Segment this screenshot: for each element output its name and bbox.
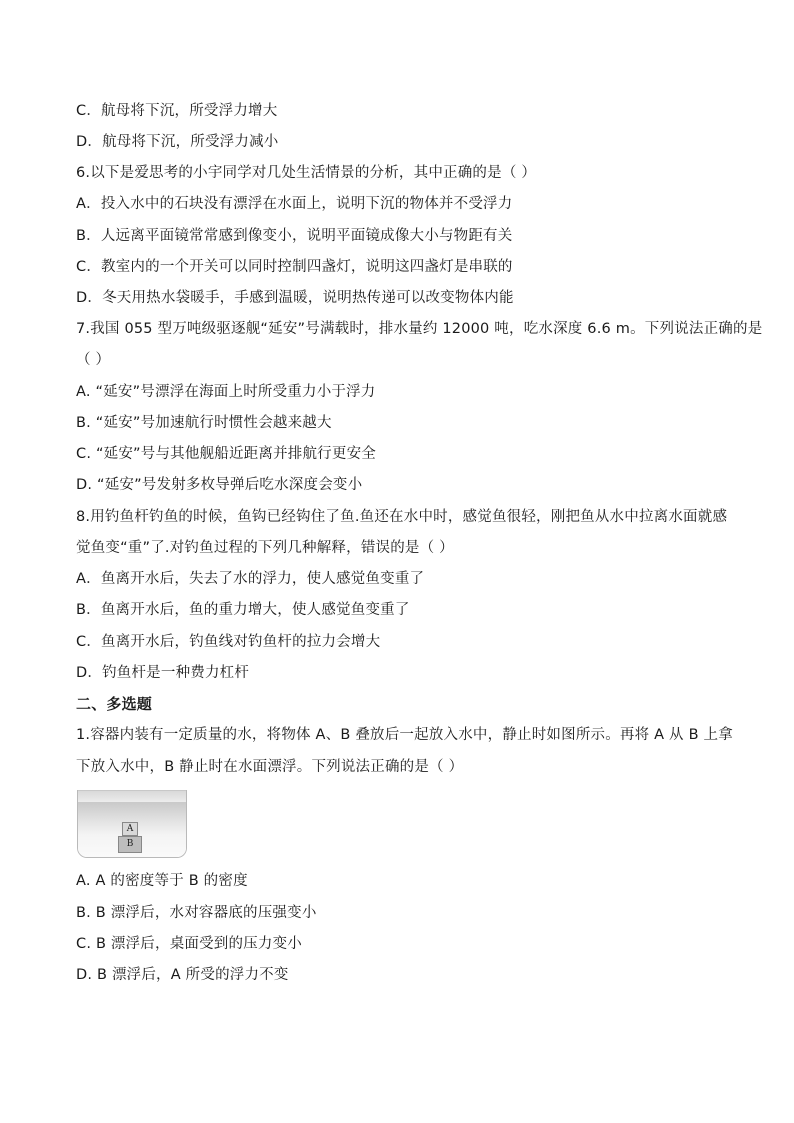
q7-option-b: B. “延安”号加速航行时惯性会越来越大 <box>76 415 332 431</box>
m1-option-a: A. A 的密度等于 B 的密度 <box>76 873 248 889</box>
q7-stem-line1: 7.我国 055 型万吨级驱逐舰“延安”号满载时，排水量约 12000 吨，吃水深度 6.6 m。下列说法正确的是 <box>76 321 763 337</box>
q8-option-a: A．鱼离开水后，失去了水的浮力，使人感觉鱼变重了 <box>76 571 425 587</box>
m1-option-c: C. B 漂浮后，桌面受到的压力变小 <box>76 936 302 952</box>
container-figure <box>77 790 187 858</box>
q7-option-a: A. “延安”号漂浮在海面上时所受重力小于浮力 <box>76 384 376 400</box>
q7-option-c: C. “延安”号与其他舰船近距离并排航行更安全 <box>76 446 376 462</box>
q8-option-c: C．鱼离开水后，钓鱼线对钓鱼杆的拉力会增大 <box>76 634 381 650</box>
block-a: A <box>122 822 138 836</box>
m1-stem-line2: 下放入水中，B 静止时在水面漂浮。下列说法正确的是（ ） <box>76 759 464 775</box>
m1-option-b: B. B 漂浮后，水对容器底的压强变小 <box>76 905 317 921</box>
q8-stem-line2: 觉鱼变“重”了.对钓鱼过程的下列几种解释，错误的是（ ） <box>76 540 454 556</box>
section-title-multiple-choice: 二、多选题 <box>76 695 153 713</box>
q8-option-d: D．钓鱼杆是一种费力杠杆 <box>76 665 250 681</box>
q6-option-d: D．冬天用热水袋暖手，手感到温暖，说明热传递可以改变物体内能 <box>76 290 514 306</box>
m1-option-d: D. B 漂浮后，A 所受的浮力不变 <box>76 967 289 983</box>
q6-option-b: B．人远离平面镜常常感到像变小，说明平面镜成像大小与物距有关 <box>76 228 513 244</box>
q7-option-d: D. “延安”号发射多枚导弹后吃水深度会变小 <box>76 477 363 493</box>
q6-option-a: A．投入水中的石块没有漂浮在水面上，说明下沉的物体并不受浮力 <box>76 196 513 212</box>
q8-stem-line1: 8.用钓鱼杆钓鱼的时候，鱼钩已经钩住了鱼.鱼还在水中时，感觉鱼很轻，刚把鱼从水中拉离水面就感 <box>76 509 728 525</box>
prev-option-c: C．航母将下沉，所受浮力增大 <box>76 103 278 119</box>
q6-option-c: C．教室内的一个开关可以同时控制四盏灯，说明这四盏灯是串联的 <box>76 259 513 275</box>
m1-stem-line1: 1.容器内装有一定质量的水，将物体 A、B 叠放后一起放入水中，静止时如图所示。再将 A 从 B 上拿 <box>76 727 733 743</box>
prev-option-d: D．航母将下沉，所受浮力减小 <box>76 134 279 150</box>
q7-stem-line2: （ ） <box>76 352 111 368</box>
block-b: B <box>118 836 142 853</box>
q8-option-b: B．鱼离开水后，鱼的重力增大，使人感觉鱼变重了 <box>76 602 410 618</box>
q6-stem: 6.以下是爱思考的小宇同学对几处生活情景的分析，其中正确的是（ ） <box>76 165 537 181</box>
